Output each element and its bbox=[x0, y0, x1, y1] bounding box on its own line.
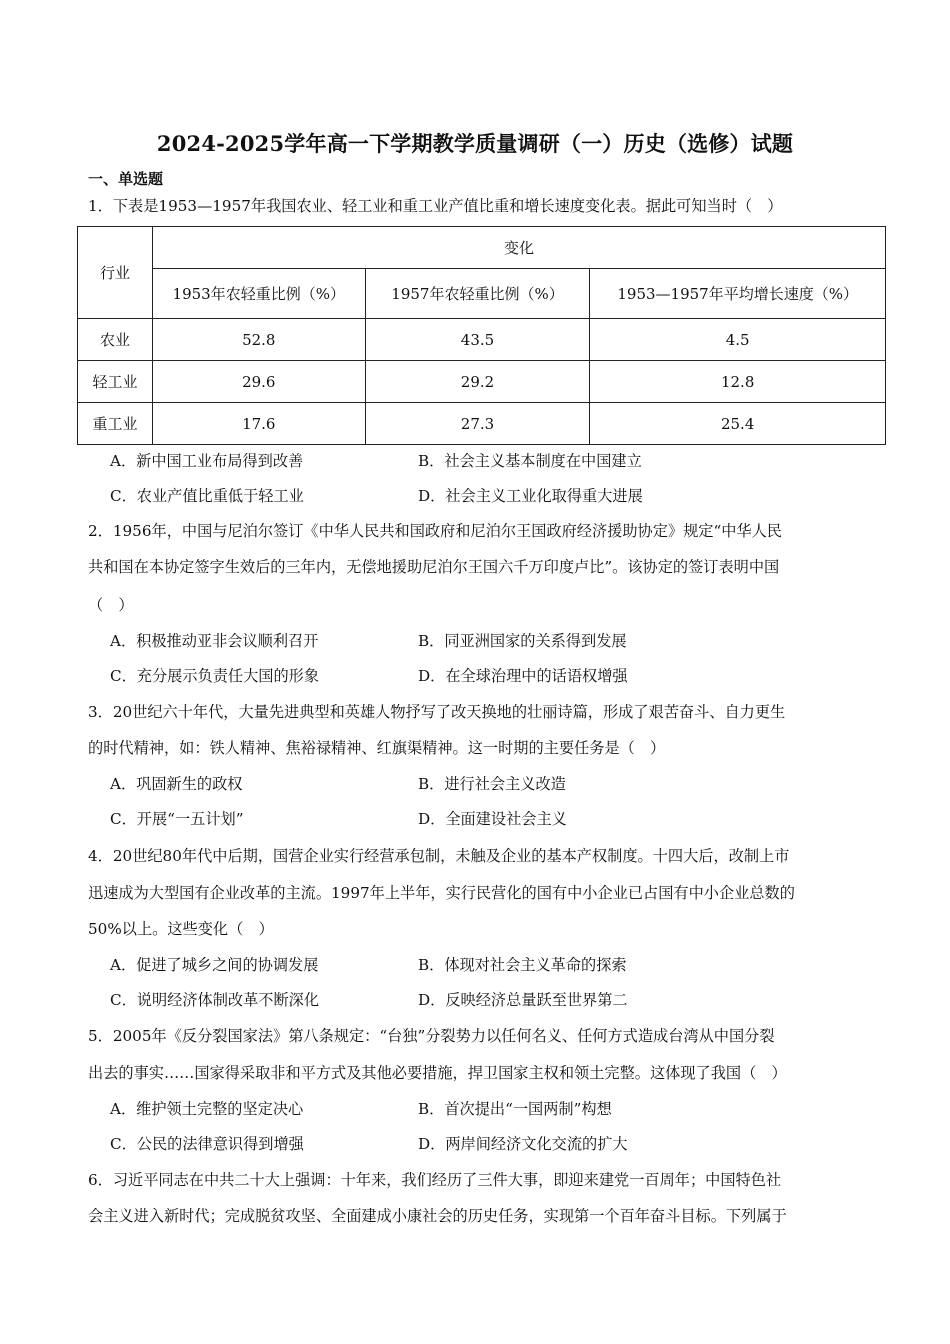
question-3-line-2: 的时代精神，如：铁人精神、焦裕禄精神、红旗渠精神。这一时期的主要任务是（ ） bbox=[88, 739, 666, 757]
option-d[interactable]: D．两岸间经济文化交流的扩大 bbox=[418, 1135, 628, 1153]
question-2-line-1: 2．1956年，中国与尼泊尔签订《中华人民共和国政府和尼泊尔王国政府经济援助协定》规定“中华人民 bbox=[88, 522, 782, 540]
option-a[interactable]: A．促进了城乡之间的协调发展 bbox=[110, 956, 319, 974]
option-c[interactable]: C．农业产值比重低于轻工业 bbox=[110, 487, 304, 505]
option-b[interactable]: B．同亚洲国家的关系得到发展 bbox=[418, 632, 627, 650]
option-c[interactable]: C．公民的法律意识得到增强 bbox=[110, 1135, 304, 1153]
option-b[interactable]: B．进行社会主义改造 bbox=[418, 775, 566, 793]
option-a[interactable]: A．巩固新生的政权 bbox=[110, 775, 243, 793]
option-a[interactable]: A．积极推动亚非会议顺利召开 bbox=[110, 632, 319, 650]
option-b[interactable]: B．体现对社会主义革命的探索 bbox=[418, 956, 627, 974]
question-3-line-1: 3．20世纪六十年代，大量先进典型和英雄人物抒写了改天换地的壮丽诗篇，形成了艰苦奋斗、自力更生 bbox=[88, 703, 786, 721]
question-2-line-2: 共和国在本协定签字生效后的三年内，无偿地援助尼泊尔王国六千万印度卢比”。该协定的签订表明中国 bbox=[88, 558, 780, 576]
table-column-header: 1957年农轻重比例（%） bbox=[365, 269, 590, 319]
table-row-header: 行业 bbox=[78, 227, 153, 319]
table-cell: 17.6 bbox=[152, 403, 365, 445]
table-cell: 29.2 bbox=[365, 361, 590, 403]
option-c[interactable]: C．充分展示负责任大国的形象 bbox=[110, 667, 320, 685]
table-column-header: 1953—1957年平均增长速度（%） bbox=[590, 269, 886, 319]
table-cell: 43.5 bbox=[365, 319, 590, 361]
table-cell: 4.5 bbox=[590, 319, 886, 361]
table-row bbox=[78, 319, 886, 361]
option-c[interactable]: C．开展“一五计划” bbox=[110, 810, 244, 828]
question-4-line-1: 4．20世纪80年代中后期，国营企业实行经营承包制，未触及企业的基本产权制度。十四大后，改制上市 bbox=[88, 847, 790, 865]
table-cell: 12.8 bbox=[590, 361, 886, 403]
table-row bbox=[78, 403, 886, 445]
option-a[interactable]: A．维护领土完整的坚定决心 bbox=[110, 1100, 304, 1118]
option-d[interactable]: D．全面建设社会主义 bbox=[418, 810, 567, 828]
question-2-line-3: （ ） bbox=[88, 596, 134, 614]
option-d[interactable]: D．社会主义工业化取得重大进展 bbox=[418, 487, 643, 505]
option-d[interactable]: D．反映经济总量跃至世界第二 bbox=[418, 991, 628, 1009]
section-heading: 一、单选题 bbox=[88, 170, 164, 188]
question-4-line-2: 迅速成为大型国有企业改革的主流。1997年上半年，实行民营化的国有中小企业已占国有中小企业总数的 bbox=[88, 884, 795, 902]
option-b[interactable]: B．首次提出“一国两制”构想 bbox=[418, 1100, 612, 1118]
data-table bbox=[77, 226, 886, 445]
table-row-label: 轻工业 bbox=[78, 361, 153, 403]
option-a[interactable]: A．新中国工业布局得到改善 bbox=[110, 452, 304, 470]
table-cell: 25.4 bbox=[590, 403, 886, 445]
question-5-line-2: 出去的事实……国家得采取非和平方式及其他必要措施，捍卫国家主权和领土完整。这体现了我国（ ） bbox=[88, 1064, 787, 1082]
option-c[interactable]: C．说明经济体制改革不断深化 bbox=[110, 991, 320, 1009]
table-group-header: 变化 bbox=[152, 227, 885, 269]
question-1-line-1: 1．下表是1953—1957年我国农业、轻工业和重工业产值比重和增长速度变化表。据此可知当时（ ） bbox=[88, 197, 783, 215]
table-cell: 29.6 bbox=[152, 361, 365, 403]
option-b[interactable]: B．社会主义基本制度在中国建立 bbox=[418, 452, 642, 470]
option-d[interactable]: D．在全球治理中的话语权增强 bbox=[418, 667, 628, 685]
table-row-label: 农业 bbox=[78, 319, 153, 361]
table-row bbox=[78, 361, 886, 403]
table-cell: 52.8 bbox=[152, 319, 365, 361]
question-4-line-3: 50%以上。这些变化（ ） bbox=[88, 920, 274, 938]
question-6-line-2: 会主义进入新时代；完成脱贫攻坚、全面建成小康社会的历史任务，实现第一个百年奋斗目标。下列属于 bbox=[88, 1207, 787, 1225]
table-cell: 27.3 bbox=[365, 403, 590, 445]
question-5-line-1: 5．2005年《反分裂国家法》第八条规定：“台独”分裂势力以任何名义、任何方式造成台湾从中国分裂 bbox=[88, 1027, 775, 1045]
question-6-line-1: 6．习近平同志在中共二十大上强调：十年来，我们经历了三件大事，即迎来建党一百周年；中国特色社 bbox=[88, 1171, 782, 1189]
page-title: 2024-2025学年高一下学期教学质量调研（一）历史（选修）试题 bbox=[156, 131, 794, 156]
table-column-header: 1953年农轻重比例（%） bbox=[152, 269, 365, 319]
table-row-label: 重工业 bbox=[78, 403, 153, 445]
